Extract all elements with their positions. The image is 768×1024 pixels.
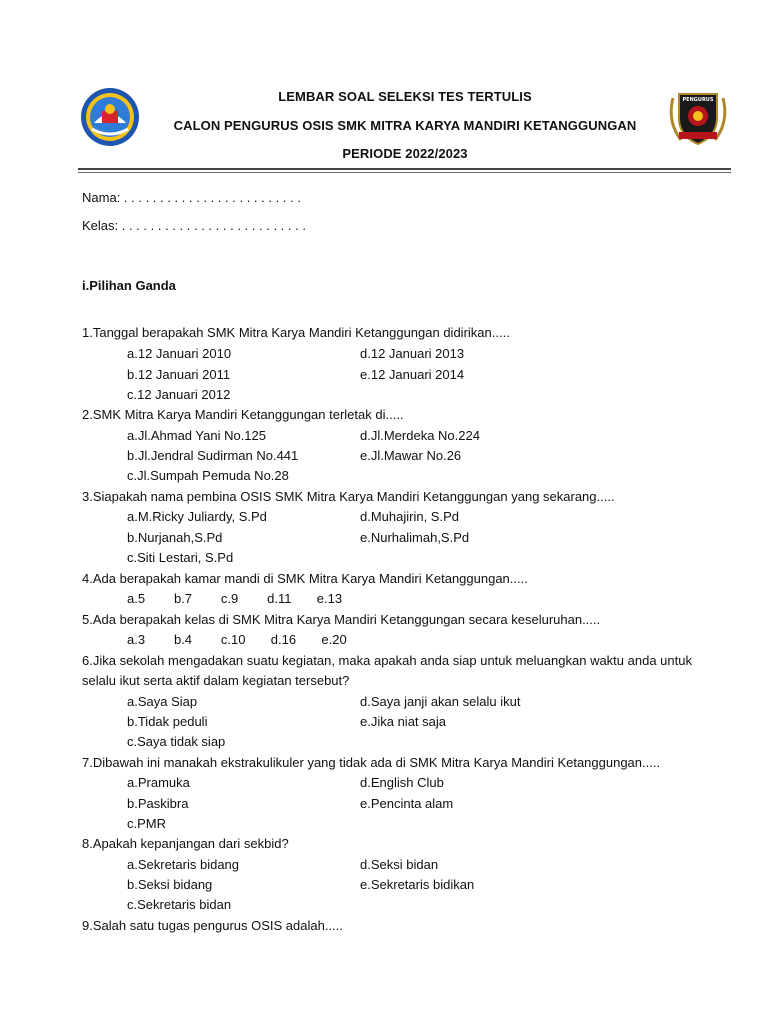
q8-option-e: e.Sekretaris bidikan — [360, 877, 475, 892]
question-9: 9.Salah satu tugas pengurus OSIS adalah..... — [82, 918, 343, 933]
q7-option-b: b.Paskibra — [127, 796, 189, 811]
question-2: 2.SMK Mitra Karya Mandiri Ketanggungan terletak di..... — [82, 407, 404, 422]
header-divider-thin — [78, 172, 731, 173]
q2-option-d: d.Jl.Merdeka No.224 — [360, 428, 480, 443]
question-4: 4.Ada berapakah kamar mandi di SMK Mitra Karya Mandiri Ketanggungan..... — [82, 571, 528, 586]
q3-option-d: d.Muhajirin, S.Pd — [360, 509, 459, 524]
title-line-2: CALON PENGURUS OSIS SMK MITRA KARYA MANDIRI KETANGGUNGAN — [173, 118, 637, 133]
q2-option-b: b.Jl.Jendral Sudirman No.441 — [127, 448, 299, 463]
q7-option-a: a.Pramuka — [127, 775, 190, 790]
q7-option-d: d.English Club — [360, 775, 444, 790]
osis-emblem-icon — [665, 88, 731, 150]
q2-option-a: a.Jl.Ahmad Yani No.125 — [127, 428, 266, 443]
section-title: i.Pilihan Ganda — [82, 278, 176, 293]
q3-option-a: a.M.Ricky Juliardy, S.Pd — [127, 509, 267, 524]
osis-logo-text: PENGURUS — [682, 97, 714, 103]
document-header — [0, 0, 768, 175]
q3-option-e: e.Nurhalimah,S.Pd — [360, 530, 470, 545]
q7-option-e: e.Pencinta alam — [360, 796, 454, 811]
q6-option-c: c.Saya tidak siap — [127, 734, 226, 749]
title-line-1: LEMBAR SOAL SELEKSI TES TERTULIS — [278, 89, 532, 104]
q8-option-d: d.Seksi bidan — [360, 857, 439, 872]
question-6: 6.Jika sekolah mengadakan suatu kegiatan, maka apakah anda siap untuk meluangkan waktu anda untuk — [82, 653, 692, 668]
question-7: 7.Dibawah ini manakah ekstrakulikuler yang tidak ada di SMK Mitra Karya Mandiri Ketanggungan..... — [82, 755, 661, 770]
q5-options: a.3 b.4 c.10 d.16 e.20 — [127, 632, 347, 647]
q6-option-a: a.Saya Siap — [127, 694, 198, 709]
question-8: 8.Apakah kepanjangan dari sekbid? — [82, 836, 289, 851]
q1-option-c: c.12 Januari 2012 — [127, 387, 231, 402]
q1-option-b: b.12 Januari 2011 — [127, 367, 231, 382]
q8-option-a: a.Sekretaris bidang — [127, 857, 240, 872]
question-1: 1.Tanggal berapakah SMK Mitra Karya Mandiri Ketanggungan didirikan..... — [82, 325, 510, 340]
school-emblem-icon — [80, 87, 140, 147]
q6-option-d: d.Saya janji akan selalu ikut — [360, 694, 521, 709]
q1-option-e: e.12 Januari 2014 — [360, 367, 465, 382]
q8-option-c: c.Sekretaris bidan — [127, 897, 232, 912]
class-field: Kelas: . . . . . . . . . . . . . . . . . . . . . . . . . . — [82, 218, 306, 233]
q7-option-c: c.PMR — [127, 816, 166, 831]
question-3: 3.Siapakah nama pembina OSIS SMK Mitra Karya Mandiri Ketanggungan yang sekarang..... — [82, 489, 615, 504]
header-divider — [78, 168, 731, 170]
q6-option-e: e.Jika niat saja — [360, 714, 446, 729]
q3-option-c: c.Siti Lestari, S.Pd — [127, 550, 234, 565]
q8-option-b: b.Seksi bidang — [127, 877, 213, 892]
q1-option-a: a.12 Januari 2010 — [127, 346, 232, 361]
question-5: 5.Ada berapakah kelas di SMK Mitra Karya Mandiri Ketanggungan secara keseluruhan..... — [82, 612, 601, 627]
q2-option-c: c.Jl.Sumpah Pemuda No.28 — [127, 468, 289, 483]
q2-option-e: e.Jl.Mawar No.26 — [360, 448, 462, 463]
title-line-3: PERIODE 2022/2023 — [342, 146, 468, 161]
name-field: Nama: . . . . . . . . . . . . . . . . . . . . . . . . . — [82, 190, 301, 205]
q4-options: a.5 b.7 c.9 d.11 e.13 — [127, 591, 343, 606]
question-6-cont: selalu ikut serta aktif dalam kegiatan tersebut? — [82, 673, 350, 688]
q3-option-b: b.Nurjanah,S.Pd — [127, 530, 223, 545]
q6-option-b: b.Tidak peduli — [127, 714, 208, 729]
q1-option-d: d.12 Januari 2013 — [360, 346, 465, 361]
